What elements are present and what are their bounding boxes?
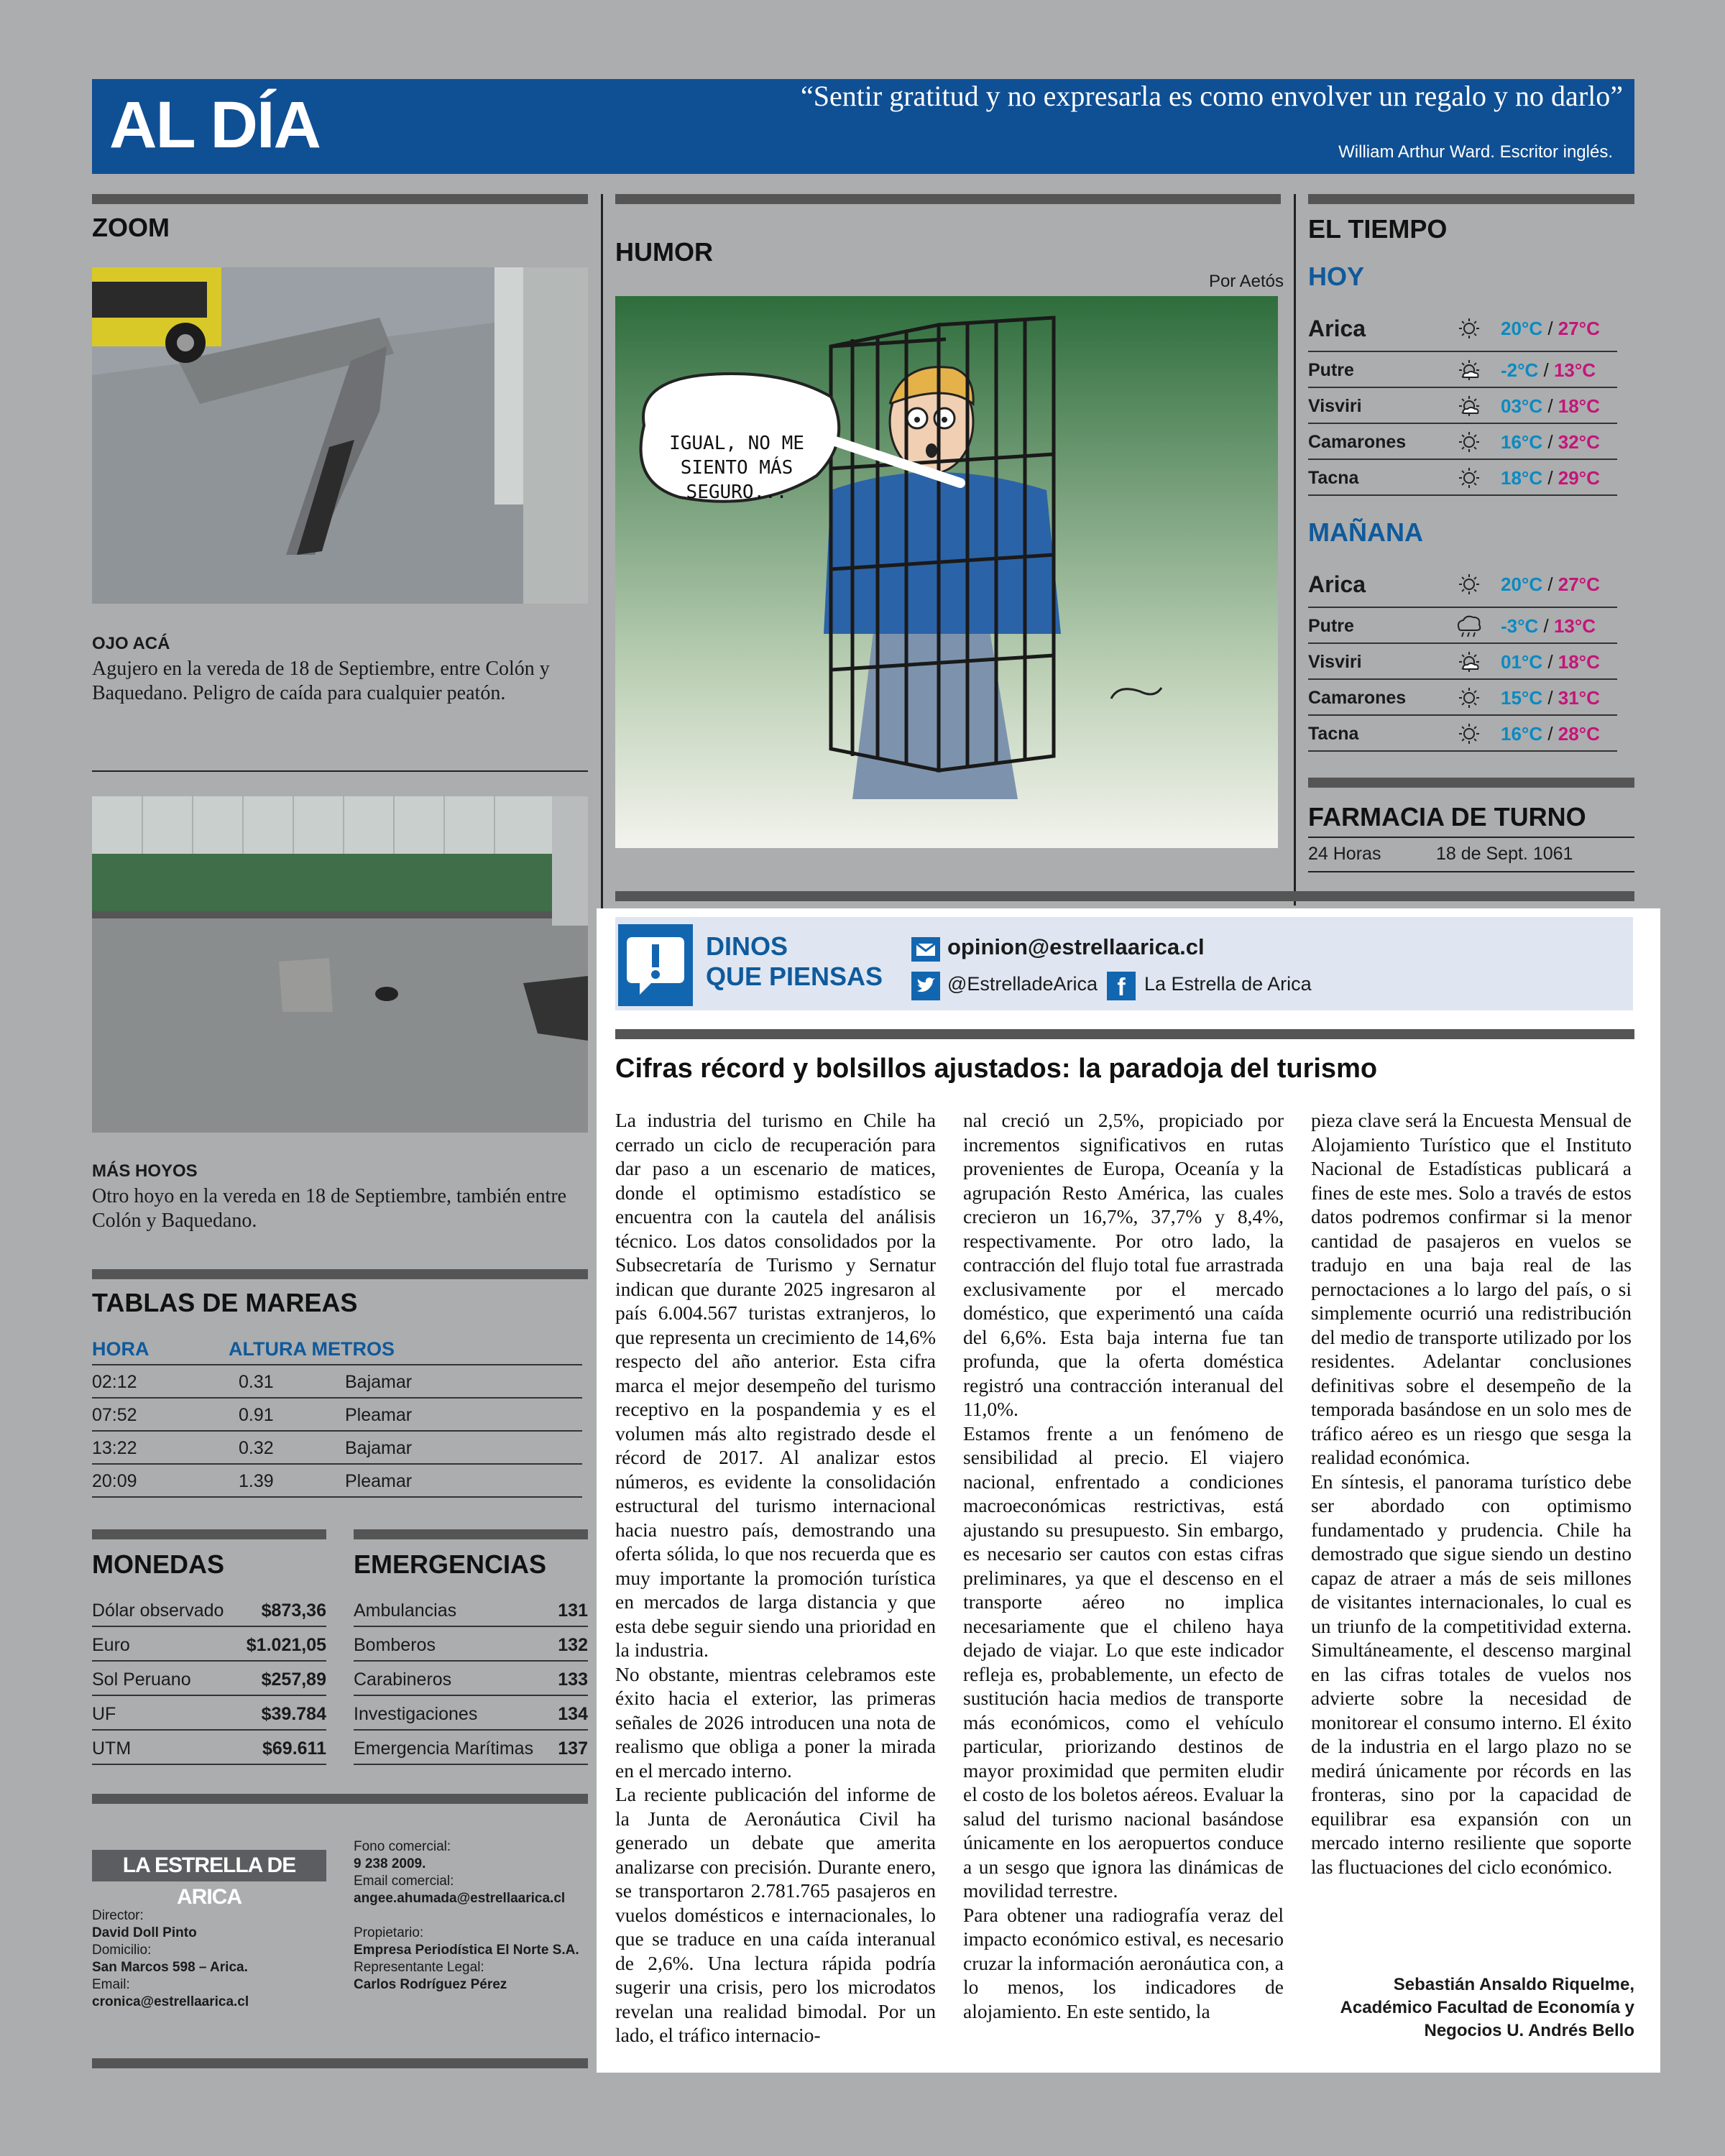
- table-row: [92, 1365, 582, 1399]
- author-role: Negocios U. Andrés Bello: [1424, 2021, 1634, 2040]
- divider: [92, 1794, 588, 1804]
- tide-hour: 13:22: [92, 1438, 137, 1458]
- weather-temps: 01°C / 18°C: [1501, 651, 1600, 673]
- zoom-caption-text: Otro hoyo en la vereda en 18 de Septiembre, también entre Colón y Baquedano.: [92, 1185, 567, 1232]
- temp-max: 18°C: [1558, 651, 1600, 673]
- tides-col-height: ALTURA METROS: [229, 1338, 395, 1360]
- emergency-number: 137: [558, 1738, 588, 1759]
- sun-icon: [1452, 570, 1486, 599]
- domicile-label: Domicilio:: [92, 1943, 152, 1958]
- sun-icon: [1452, 314, 1486, 343]
- tide-hour: 02:12: [92, 1372, 137, 1392]
- article-column-3: [1311, 1108, 1632, 1879]
- humor-cartoon: [615, 296, 1278, 848]
- weather-city: Camarones: [1308, 688, 1407, 708]
- temp-max: 27°C: [1558, 318, 1600, 339]
- zoom-photo-1: [92, 267, 588, 604]
- exclamation-bubble-icon: [618, 924, 693, 1006]
- emergencies-table: [354, 1594, 588, 1766]
- zoom-title: ZOOM: [92, 213, 170, 242]
- temp-min: 15°C: [1501, 687, 1543, 709]
- sun-icon: [1452, 683, 1486, 712]
- weather-today-table: [1308, 305, 1617, 497]
- weather-row: [1308, 388, 1617, 424]
- partly-sunny-icon: [1452, 356, 1486, 384]
- article-paragraph: En síntesis, el panorama turístico debe ser abordado con optimismo fundamentado y prudencia. Chile ha demostrado que sigue siendo un destino capaz de atraer a más de seis millones de visitantes internacionales, lo cual es un triunfo de la competitividad externa. Simultáneamente, el descenso marginal en las cifras totales de vuelos nos advierte sobre la necesidad de monitorear el consumo interno. El éxito de la industria en el largo plazo no se medirá únicamente por récords en las fronteras, sino por la capacidad de equilibrar esa expansión con un mercado interno resiliente que soporte las fluctuaciones del ciclo económico.: [1311, 1470, 1632, 1878]
- domicile-value: San Marcos 598 – Arica.: [92, 1960, 248, 1975]
- weather-city: Visviri: [1308, 652, 1362, 672]
- legal-rep-label: Representante Legal:: [354, 1960, 484, 1975]
- zoom-caption-heading: OJO ACÁ: [92, 634, 170, 653]
- currency-value: $873,36: [261, 1600, 326, 1621]
- weather-tomorrow-table: [1308, 561, 1617, 753]
- table-row: [92, 1697, 326, 1731]
- weather-row: [1308, 608, 1617, 644]
- emergency-number: 132: [558, 1635, 588, 1655]
- facebook-icon: f: [1107, 972, 1136, 1000]
- weather-row: [1308, 460, 1617, 496]
- sun-icon: [1452, 719, 1486, 748]
- table-row: [354, 1732, 588, 1765]
- temp-max: 27°C: [1558, 573, 1600, 595]
- partly-sunny-icon: [1452, 392, 1486, 420]
- weather-row: [1308, 716, 1617, 752]
- article-paragraph: Para obtener una radiografía veraz del impacto económico estival, es necesario cruzar la información aeronáutica con, a lo menos, los indicadores de alojamiento. En este sentido, la: [963, 1903, 1284, 2022]
- emergency-number: 131: [558, 1600, 588, 1621]
- tide-height: 0.31: [239, 1372, 274, 1392]
- emergencies-title: EMERGENCIAS: [354, 1549, 547, 1579]
- divider: [354, 1529, 588, 1539]
- masthead-right: [354, 1838, 598, 1994]
- emergency-number: 134: [558, 1704, 588, 1724]
- newspaper-logo: LA ESTRELLA DE ARICA: [92, 1850, 326, 1881]
- temp-min: 16°C: [1501, 723, 1543, 745]
- tide-height: 0.32: [239, 1438, 274, 1458]
- legal-rep-value: Carlos Rodríguez Pérez: [354, 1977, 507, 1992]
- weather-temps: 03°C / 18°C: [1501, 395, 1600, 417]
- divider: [1308, 194, 1634, 204]
- article-paragraph: pieza clave será la Encuesta Mensual de Alojamiento Turístico que el Instituto Nacional de Estadísticas publicará a fines de este mes. Solo a través de estos datos podremos confirmar si la menor cantidad de pasajeros en vuelos se tradujo en una baja real de las pernoctaciones a lo largo del país, o si simplemente ocurrió una redistribución del medio de transporte utilizado por los residentes. Adelantar conclusiones definitivas sobre el desempeño de la temporada basándose en un solo mes de tráfico aéreo es un riesgo que sesga la realidad económica.: [1311, 1109, 1632, 1468]
- zoom-caption-text: Agujero en la vereda de 18 de Septiembre, entre Colón y Baquedano. Peligro de caída para cualquier peatón.: [92, 658, 550, 704]
- contact-title-line: DINOS: [706, 931, 788, 961]
- weather-temps: 20°C / 27°C: [1501, 573, 1600, 595]
- currency-name: UF: [92, 1704, 116, 1724]
- tide-type: Bajamar: [345, 1438, 413, 1458]
- emergency-name: Investigaciones: [354, 1704, 478, 1724]
- currency-name: Dólar observado: [92, 1600, 224, 1621]
- table-row: [92, 1432, 582, 1465]
- table-row: [92, 1399, 582, 1432]
- emergency-name: Emergencia Marítimas: [354, 1738, 534, 1759]
- weather-city: Putre: [1308, 360, 1354, 380]
- mail-icon: [911, 937, 940, 962]
- phone-label: Fono comercial:: [354, 1839, 451, 1854]
- article-signature: [1340, 1973, 1634, 2042]
- temp-min: 20°C: [1501, 318, 1543, 339]
- article-paragraph: La industria del turismo en Chile ha cerrado un ciclo de recuperación para dar paso a un escenario de matices, donde el optimismo estadístico se encuentra con la cautela del análisis técnico. Los datos consolidados por la Subsecretaría de Turismo y Sernatur indican que durante 2025 ingresaron al país 6.004.567 turistas extranjeros, lo que representa un crecimiento de 14,6% respecto del año anterior. Esta cifra marca el mejor desempeño del turismo receptivo en la pospandemia y es el volumen más alto registrado desde el récord de 2017. Al analizar estos números, es evidente la consolidación estructural del turismo internacional hacia nuestro país, demostrando una oferta sólida, lo que nos recuerda que es muy importante la promoción turística en mercados de larga distancia y que esta debe seguir siendo una prioridad en la industria.: [615, 1109, 936, 1661]
- divider: [615, 1029, 1634, 1039]
- tide-hour: 07:52: [92, 1405, 137, 1425]
- author-role: Académico Facultad de Economía y: [1340, 1998, 1634, 2017]
- email-label: Email:: [92, 1977, 130, 1992]
- article-paragraph: La reciente publicación del informe de la Junta de Aeronáutica Civil ha generado un debate que amerita analizarse con precisión. Durante enero, se transportaron 2.781.765 pasajeros en vuelos domésticos e internacionales, lo que se traduce en una caída interanual de 2,6%. Una lectura rápida podría sugerir una crisis, pero los microdatos revelan una realidad bimodal. Por un lado, el tráfico internacio-: [615, 1783, 936, 2046]
- contact-title-line: QUE PIENSAS: [706, 962, 883, 991]
- weather-city: Camarones: [1308, 432, 1407, 452]
- temp-min: 03°C: [1501, 395, 1543, 417]
- emergency-name: Carabineros: [354, 1669, 452, 1690]
- temp-min: 20°C: [1501, 573, 1543, 595]
- newsroom-email[interactable]: cronica@estrellaarica.cl: [92, 1994, 249, 2009]
- currency-value: $39.784: [261, 1704, 326, 1724]
- owner-label: Propietario:: [354, 1925, 424, 1940]
- weather-tomorrow-label: MAÑANA: [1308, 517, 1423, 547]
- article-headline: Cifras récord y bolsillos ajustados: la paradoja del turismo: [615, 1054, 1378, 1084]
- tides-col-hour: HORA: [92, 1338, 150, 1360]
- divider: [92, 1529, 326, 1539]
- weather-row: [1308, 680, 1617, 716]
- weather-temps: 20°C / 27°C: [1501, 318, 1600, 339]
- zoom-photo-2: [92, 796, 588, 1133]
- rain-cloud-icon: [1452, 612, 1486, 640]
- divider: [615, 194, 1281, 204]
- temp-max: 13°C: [1553, 615, 1596, 637]
- humor-title: HUMOR: [615, 237, 713, 267]
- phone-value: 9 238 2009.: [354, 1856, 426, 1871]
- temp-max: 29°C: [1558, 467, 1600, 489]
- divider: [1308, 837, 1634, 838]
- tides-table: [92, 1364, 582, 1531]
- temp-min: -2°C: [1501, 359, 1539, 381]
- article-paragraph: nal creció un 2,5%, propiciado por incrementos significativos en rutas provenientes de Europa, Oceanía y la agrupación Resto América, las cuales crecieron un 16,7%, 37,7% y 8,4%, respectivamente. Por otro lado, la contracción del flujo total fue arrastrada exclusivamente por el mercado doméstico, que experimentó una caída del 6,6%. Esta baja interna fue tan profunda, que la oferta doméstica registró una contracción interanual del 11,0%.: [963, 1109, 1284, 1420]
- contact-twitter[interactable]: @EstrelladeArica: [947, 973, 1098, 995]
- divider: [92, 1269, 588, 1279]
- table-row: [354, 1594, 588, 1627]
- weather-temps: 18°C / 29°C: [1501, 467, 1600, 489]
- commercial-email[interactable]: angee.ahumada@estrellaarica.cl: [354, 1891, 566, 1906]
- currency-value: $1.021,05: [246, 1635, 326, 1655]
- tides-title: TABLAS DE MAREAS: [92, 1288, 358, 1317]
- weather-temps: 16°C / 32°C: [1501, 431, 1600, 453]
- divider: [92, 2058, 588, 2068]
- emergency-name: Ambulancias: [354, 1600, 457, 1621]
- pharmacy-title: FARMACIA DE TURNO: [1308, 802, 1586, 831]
- weather-today-label: HOY: [1308, 262, 1365, 291]
- divider: [92, 770, 588, 772]
- emergency-number: 133: [558, 1669, 588, 1690]
- weather-city: Visviri: [1308, 396, 1362, 416]
- temp-max: 32°C: [1558, 431, 1600, 453]
- weather-row: [1308, 305, 1617, 352]
- tide-type: Pleamar: [345, 1471, 413, 1491]
- temp-max: 31°C: [1558, 687, 1600, 709]
- currency-name: Euro: [92, 1635, 130, 1655]
- speech-bubble-text: IGUAL, NO ME SIENTO MÁS SEGURO...: [669, 433, 804, 503]
- weather-temps: 15°C / 31°C: [1501, 687, 1600, 709]
- article-paragraph: Estamos frente a un fenómeno de sensibilidad al precio. El viajero nacional, enfrentado a condiciones macroeconómicas restrictivas, está ajustando su presupuesto. Sin embargo, es necesario ser cautos con estas cifras preliminares, ya que el descenso en el transporte aéreo no implica necesariamente que el chileno haya dejado de viajar. Lo que este indicador refleja es, probablemente, un efecto de sustitución hacia medios de transporte más económicos, como el vehículo particular, priorizando destinos de mayor proximidad que permiten eludir el costo de los boletos aéreos. Evaluar la salud del turismo nacional basándose únicamente en los aeropuertos conduce a un sesgo que ignora las dinámicas de movilidad terrestre.: [963, 1422, 1284, 1902]
- pharmacy-hours: 24 Horas: [1308, 844, 1381, 864]
- table-row: [354, 1697, 588, 1731]
- temp-min: 01°C: [1501, 651, 1543, 673]
- weather-city: Tacna: [1308, 468, 1359, 488]
- currencies-table: [92, 1594, 326, 1766]
- sun-icon: [1452, 464, 1486, 492]
- sun-icon: [1452, 428, 1486, 456]
- currency-value: $69.611: [262, 1738, 326, 1759]
- contact-email[interactable]: opinion@estrellaarica.cl: [947, 934, 1205, 959]
- table-row: [92, 1465, 582, 1498]
- weather-row: [1308, 352, 1617, 388]
- cartoon-credit: Por Aetós: [1208, 272, 1284, 291]
- article-column-1: [615, 1108, 936, 2047]
- contact-facebook[interactable]: La Estrella de Arica: [1144, 973, 1312, 995]
- contact-title: [706, 931, 883, 992]
- table-row: [92, 1732, 326, 1765]
- table-row: [92, 1628, 326, 1662]
- commercial-email-label: Email comercial:: [354, 1874, 454, 1889]
- director-label: Director:: [92, 1908, 144, 1923]
- article-column-2: [963, 1108, 1284, 2023]
- director-name: David Doll Pinto: [92, 1925, 197, 1940]
- tide-height: 0.91: [239, 1405, 274, 1425]
- weather-city: Arica: [1308, 571, 1366, 597]
- weather-temps: 16°C / 28°C: [1501, 723, 1600, 745]
- partly-sunny-icon: [1452, 648, 1486, 676]
- twitter-icon: [911, 972, 940, 1000]
- table-row: [354, 1628, 588, 1662]
- table-row: [92, 1594, 326, 1627]
- weather-city: Arica: [1308, 315, 1366, 341]
- divider: [1308, 778, 1634, 788]
- header-quote: “Sentir gratitud y no expresarla es como envolver un regalo y no darlo”: [800, 80, 1623, 112]
- temp-min: 16°C: [1501, 431, 1543, 453]
- table-row: [354, 1663, 588, 1696]
- article-paragraph: No obstante, mientras celebramos este éxito hacia el exterior, las primeras señales de 2026 introducen una nota de realismo que obliga a poner la mirada en el mercado interno.: [615, 1662, 936, 1782]
- temp-min: 18°C: [1501, 467, 1543, 489]
- temp-max: 18°C: [1558, 395, 1600, 417]
- divider: [1308, 871, 1634, 872]
- masthead-left: [92, 1907, 329, 2011]
- owner-value: Empresa Periodística El Norte S.A.: [354, 1943, 579, 1958]
- weather-row: [1308, 424, 1617, 460]
- currency-value: $257,89: [261, 1669, 326, 1690]
- currencies-title: MONEDAS: [92, 1549, 225, 1579]
- tide-hour: 20:09: [92, 1471, 137, 1491]
- divider: [615, 891, 1634, 901]
- tide-type: Pleamar: [345, 1405, 413, 1425]
- currency-name: Sol Peruano: [92, 1669, 191, 1690]
- temp-max: 28°C: [1558, 723, 1600, 745]
- tide-type: Bajamar: [345, 1372, 413, 1392]
- weather-temps: -3°C / 13°C: [1501, 615, 1596, 637]
- pharmacy-address: 18 de Sept. 1061: [1436, 844, 1573, 864]
- divider: [92, 194, 588, 204]
- currency-name: UTM: [92, 1738, 132, 1759]
- weather-row: [1308, 561, 1617, 608]
- column-divider: [1294, 194, 1296, 906]
- weather-title: EL TIEMPO: [1308, 214, 1448, 244]
- zoom-caption-heading: MÁS HOYOS: [92, 1161, 198, 1181]
- section-title: AL DÍA: [109, 88, 320, 162]
- temp-max: 13°C: [1553, 359, 1596, 381]
- weather-temps: -2°C / 13°C: [1501, 359, 1596, 381]
- author-name: Sebastián Ansaldo Riquelme,: [1393, 1975, 1634, 1994]
- quote-author: William Arthur Ward. Escritor inglés.: [1338, 142, 1613, 162]
- tide-height: 1.39: [239, 1471, 274, 1491]
- emergency-name: Bomberos: [354, 1635, 436, 1655]
- weather-row: [1308, 644, 1617, 680]
- temp-min: -3°C: [1501, 615, 1539, 637]
- weather-city: Tacna: [1308, 724, 1359, 744]
- weather-city: Putre: [1308, 616, 1354, 636]
- table-row: [92, 1663, 326, 1696]
